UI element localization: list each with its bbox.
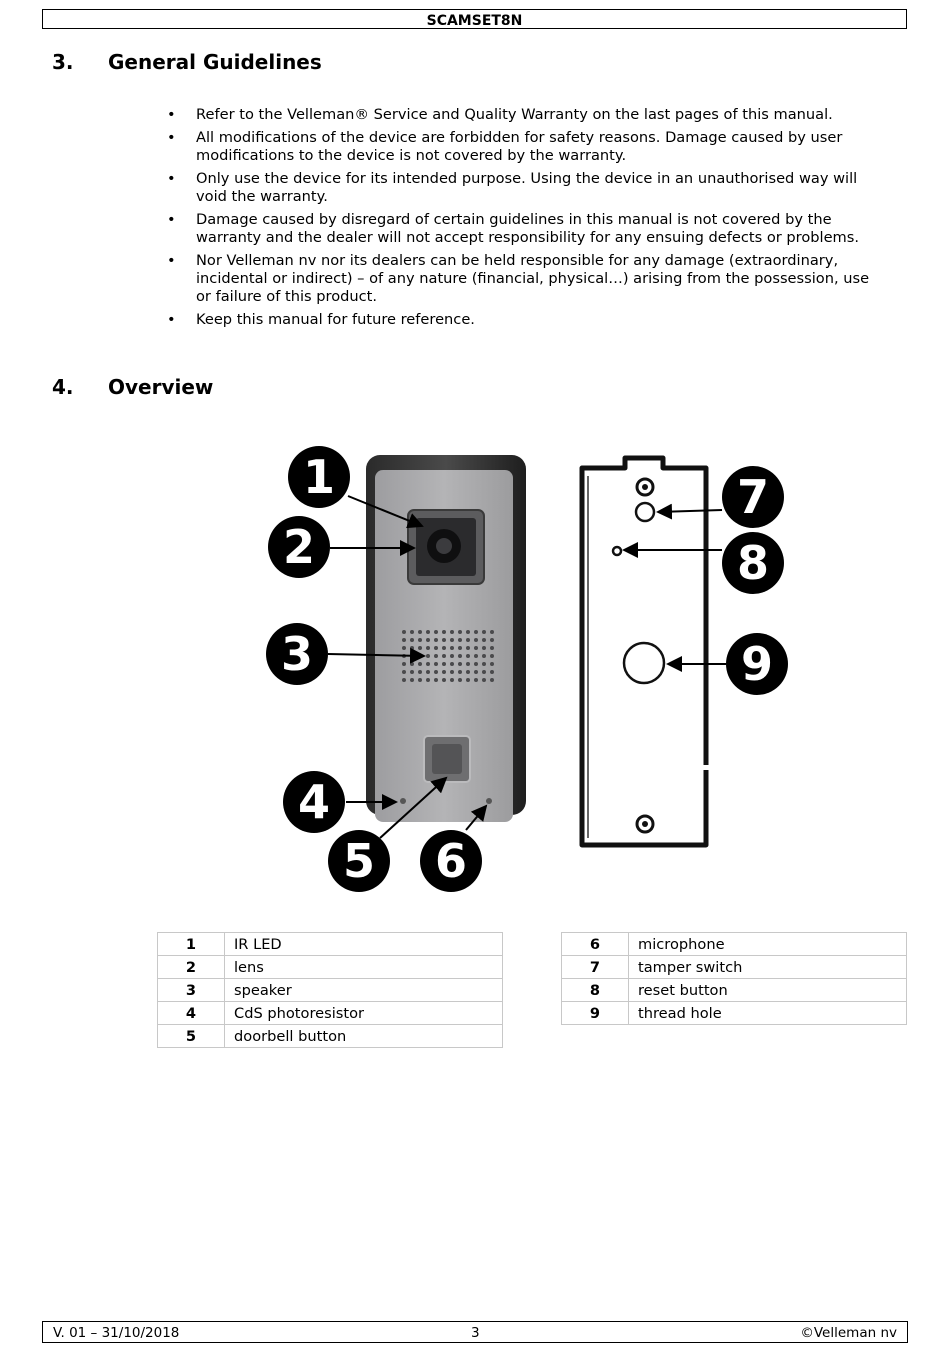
part-label: speaker bbox=[225, 979, 503, 1002]
section-heading-general-guidelines bbox=[52, 50, 322, 74]
parts-table-left bbox=[157, 932, 503, 1048]
table-row bbox=[158, 933, 503, 956]
guidelines-list bbox=[165, 106, 885, 334]
part-label: doorbell button bbox=[225, 1025, 503, 1048]
microphone-hole bbox=[486, 798, 492, 804]
table-row bbox=[562, 956, 907, 979]
callout-markers bbox=[266, 446, 788, 892]
section-title: General Guidelines bbox=[108, 50, 322, 74]
table-row bbox=[158, 956, 503, 979]
table-row bbox=[158, 1025, 503, 1048]
part-label: thread hole bbox=[629, 1002, 907, 1025]
part-label: tamper switch bbox=[629, 956, 907, 979]
overview-figure bbox=[262, 444, 802, 900]
table-row bbox=[562, 1002, 907, 1025]
table-row bbox=[158, 979, 503, 1002]
list-item: • Damage caused by disregard of certain guidelines in this manual is not covered by the warranty and the dealer will not accept responsibility for any ensuing defects or problems. bbox=[165, 211, 885, 247]
list-item: • All modifications of the device are forbidden for safety reasons. Damage caused by user modifications to the device is not covered by the warranty. bbox=[165, 129, 885, 165]
part-number: 1 bbox=[158, 933, 225, 956]
version-label: V. 01 – 31/10/2018 bbox=[53, 1325, 180, 1341]
list-item: • Nor Velleman nv nor its dealers can be held responsible for any damage (extraordinary, incidental or indirect) – of any nature (financial, physical…) arising from the possession, use or failure of this product. bbox=[165, 252, 885, 306]
page-footer bbox=[42, 1321, 908, 1343]
callout-5: 5 bbox=[342, 834, 376, 888]
callout-8: 8 bbox=[736, 536, 770, 590]
part-number: 7 bbox=[562, 956, 629, 979]
part-number: 2 bbox=[158, 956, 225, 979]
header-title: SCAMSET8N bbox=[426, 13, 523, 29]
part-number: 3 bbox=[158, 979, 225, 1002]
section-heading-overview bbox=[52, 375, 213, 399]
section-title: Overview bbox=[108, 375, 214, 399]
part-number: 4 bbox=[158, 1002, 225, 1025]
list-item: • Only use the device for its intended purpose. Using the device in an unauthorised way will void the warranty. bbox=[165, 170, 885, 206]
part-label: lens bbox=[225, 956, 503, 979]
photoresistor-hole bbox=[400, 798, 406, 804]
part-label: CdS photoresistor bbox=[225, 1002, 503, 1025]
section-number: 4. bbox=[52, 375, 74, 399]
part-label: IR LED bbox=[225, 933, 503, 956]
table-row bbox=[158, 1002, 503, 1025]
part-number: 8 bbox=[562, 979, 629, 1002]
callout-3: 3 bbox=[280, 627, 314, 681]
list-item: • Refer to the Velleman® Service and Quality Warranty on the last pages of this manual. bbox=[165, 106, 885, 124]
section-number: 3. bbox=[52, 50, 74, 74]
table-row bbox=[562, 933, 907, 956]
mounting-bracket-view bbox=[582, 458, 706, 845]
page-header bbox=[42, 9, 907, 29]
callout-9: 9 bbox=[740, 637, 774, 691]
callout-4: 4 bbox=[297, 775, 331, 829]
parts-table-right bbox=[561, 932, 907, 1025]
list-item: • Keep this manual for future reference. bbox=[165, 311, 885, 329]
thread-hole bbox=[624, 643, 664, 683]
callout-6: 6 bbox=[434, 834, 468, 888]
tamper-switch-hole bbox=[636, 503, 654, 521]
part-number: 9 bbox=[562, 1002, 629, 1025]
doorbell-front-view bbox=[366, 455, 526, 822]
callout-2: 2 bbox=[282, 520, 316, 574]
table-row bbox=[562, 979, 907, 1002]
callout-7: 7 bbox=[736, 470, 770, 524]
callout-1: 1 bbox=[302, 450, 336, 504]
part-number: 5 bbox=[158, 1025, 225, 1048]
reset-button-hole bbox=[613, 547, 621, 555]
part-label: reset button bbox=[629, 979, 907, 1002]
page-number: 3 bbox=[471, 1325, 480, 1341]
part-number: 6 bbox=[562, 933, 629, 956]
copyright-label: ©Velleman nv bbox=[800, 1325, 897, 1341]
part-label: microphone bbox=[629, 933, 907, 956]
